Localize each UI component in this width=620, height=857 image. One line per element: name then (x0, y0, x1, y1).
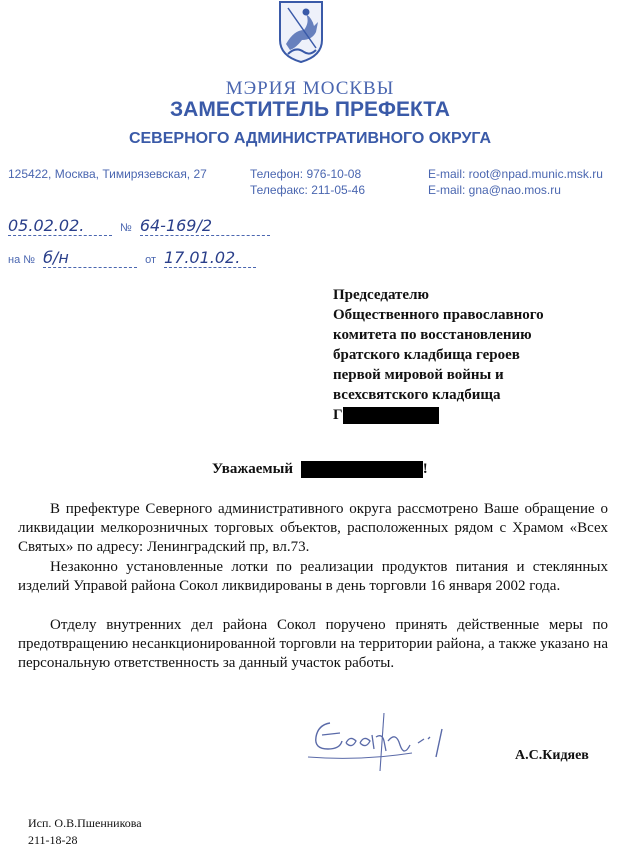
addressee-name-line (333, 405, 593, 425)
body-paragraph-1: В префектуре Северного административного округа рассмотрено Ваше обращение о ликвидации мелкорозничных торговых объектов, расположенных рядом с Храмом «Всех Святых» по адресу: Ленинградский пр, вл.73. (18, 501, 608, 555)
body-paragraph-3: Отделу внутренних дел района Сокол поручено принять действенные меры по предотвращению несанкционированной торговли на территории района, а также указано на персональную ответственность за данный участок работы. (18, 617, 608, 671)
handwritten-signature (300, 705, 470, 775)
registration-line-2 (8, 248, 276, 268)
addressee-line: Председателю (333, 287, 429, 303)
fax-text: Телефакс: 211-05-46 (250, 183, 366, 197)
reference-date: 17.01.02. (164, 248, 256, 268)
executor-phone: 211-18-28 (28, 833, 78, 847)
address-text: 125422, Москва, Тимирязевская, 27 (8, 167, 207, 181)
addressee-line: братского кладбища героев (333, 347, 520, 363)
email-text-2: E-mail: gna@nao.mos.ru (428, 183, 561, 197)
registration-line-1 (8, 216, 276, 236)
outgoing-number: 64-169/2 (140, 216, 270, 236)
letterhead-office: МЭРИЯ МОСКВЫ (225, 78, 395, 99)
moscow-coat-of-arms-icon (276, 0, 326, 64)
reference-number: б/н (43, 248, 137, 268)
outgoing-date: 05.02.02. (8, 216, 112, 236)
from-label: от (145, 254, 156, 266)
reference-label: на № (8, 254, 36, 266)
letterhead-title: ЗАМЕСТИТЕЛЬ ПРЕФЕКТА (170, 98, 450, 121)
redaction-bar (343, 407, 439, 424)
executor-block (28, 815, 142, 849)
addressee-block (333, 285, 593, 425)
addressee-line: первой мировой войны и (333, 367, 504, 383)
body-paragraph-2: Незаконно установленные лотки по реализации продуктов питания и стеклянных изделий Управой района Сокол ликвидированы в день торговли 16 января 2002 года. (18, 559, 608, 594)
greeting-word: Уважаемый (212, 461, 293, 477)
addressee-line: всехсвятского кладбища (333, 387, 501, 403)
greeting-end: ! (422, 461, 428, 477)
email-text-1: E-mail: root@npad.munic.msk.ru (428, 167, 603, 181)
addressee-partial: Г (333, 407, 343, 423)
addressee-line: Общественного православного (333, 307, 544, 323)
redaction-bar (301, 461, 423, 478)
greeting (212, 461, 428, 478)
executor-name: Исп. О.В.Пшенникова (28, 816, 142, 830)
addressee-line: комитета по восстановлению (333, 327, 532, 343)
number-label: № (120, 222, 132, 234)
signatory-name: А.С.Кидяев (515, 748, 589, 763)
phone-text: Телефон: 976-10-08 (250, 167, 362, 181)
letterhead-district: СЕВЕРНОГО АДМИНИСТРАТИВНОГО ОКРУГА (128, 130, 492, 147)
